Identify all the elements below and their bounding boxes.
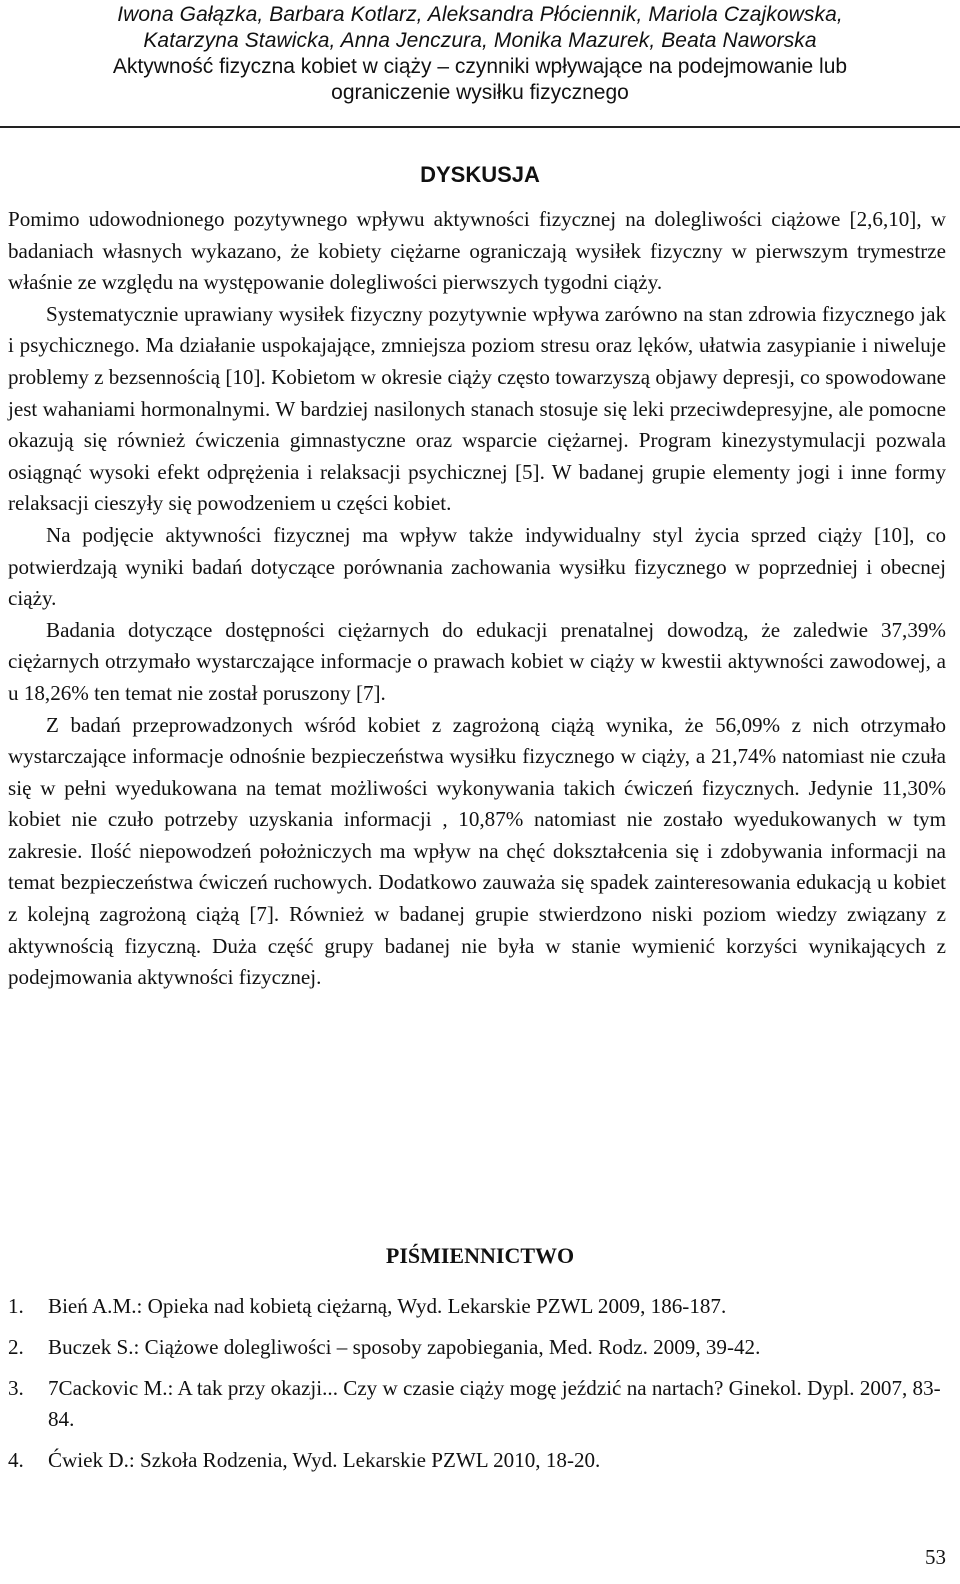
reference-number: 1. <box>8 1294 24 1318</box>
header-authors-line-2: Katarzyna Stawicka, Anna Jenczura, Monika Mazurek, Beata Naworska <box>143 29 817 52</box>
reference-item <box>8 1291 946 1322</box>
reference-item <box>8 1373 946 1435</box>
reference-text: Ćwiek D.: Szkoła Rodzenia, Wyd. Lekarskie PZWL 2010, 18-20. <box>48 1448 601 1472</box>
reference-number: 4. <box>8 1448 24 1472</box>
header-title-line-2: ograniczenie wysiłku fizycznego <box>331 81 629 104</box>
header-rule <box>0 126 960 128</box>
discussion-paragraph-5: Z badań przeprowadzonych wśród kobiet z zagrożoną ciążą wynika, że 56,09% z nich otrzymało wystarczające informacje odnośnie bezpieczeństwa wysiłku fizycznego w ciąży, a 21,74% natomiast nie czuła się w pełni wyedukowana na temat możliwości wykonywania takich ćwiczeń fizycznych. Jedynie 11,30% kobiet nie czuło potrzeby uzyskania informacji , 10,87% natomiast nie zostało wyedukowanych w tym zakresie. Ilość niepowodzeń położniczych ma wpływ na chęć dokształcenia się i zdobywania informacji na temat bezpieczeństwa ćwiczeń ruchowych. Dodatkowo zauważa się spadek zainteresowania edukacją u kobiet z kolejną zagrożoną ciążą [7]. Również w badanej grupie stwierdzono niski poziom wiedzy związany z aktywnością fizyczną. Duża część grupy badanej nie była w stanie wymienić korzyści wynikających z podejmowania aktywności fizycznej. <box>8 712 946 990</box>
reference-text: Buczek S.: Ciążowe dolegliwości – sposoby zapobiegania, Med. Rodz. 2009, 39-42. <box>48 1335 761 1359</box>
page-number: 53 <box>925 1545 946 1569</box>
discussion-heading: DYSKUSJA <box>420 162 540 187</box>
reference-number: 2. <box>8 1335 24 1359</box>
reference-item <box>8 1332 946 1363</box>
reference-text: 7Cackovic M.: A tak przy okazji... Czy w czasie ciąży mogę jeździć na nartach? Ginekol. Dypl. 2007, 83-84. <box>48 1376 941 1431</box>
references-heading: PIŚMIENNICTWO <box>385 1243 575 1268</box>
discussion-body <box>8 204 946 994</box>
reference-number: 3. <box>8 1376 24 1400</box>
header-title-line-1: Aktywność fizyczna kobiet w ciąży – czynniki wpływające na podejmowanie lub <box>112 55 848 78</box>
reference-item <box>8 1445 946 1476</box>
running-header <box>0 2 960 106</box>
discussion-paragraph-4: Badania dotyczące dostępności ciężarnych do edukacji prenatalnej dowodzą, że zaledwie 37,39% ciężarnych otrzymało wystarczające informacje o prawach kobiet w ciąży w kwestii aktywności zawodowej, a u 18,26% ten temat nie został poruszony [7]. <box>8 617 946 705</box>
reference-text: Bień A.M.: Opieka nad kobietą ciężarną, Wyd. Lekarskie PZWL 2009, 186-187. <box>48 1294 727 1318</box>
discussion-paragraph-3: Na podjęcie aktywności fizycznej ma wpływ także indywidualny styl życia sprzed ciąży [10], co potwierdzają wyniki badań dotyczące porównania zachowania wysiłku fizycznego w poprzedniej i obecnej ciąży. <box>8 522 946 611</box>
header-authors-line-1: Iwona Gałązka, Barbara Kotlarz, Aleksandra Płóciennik, Mariola Czajkowska, <box>117 3 843 26</box>
discussion-paragraph-1: Pomimo udowodnionego pozytywnego wpływu aktywności fizycznej na dolegliwości ciążowe [2,6,10], w badaniach własnych wykazano, że kobiety ciężarne ograniczają wysiłek fizyczny w pierwszym trymestrze właśnie ze względu na występowanie dolegliwości pierwszych tygodni ciąży. <box>8 207 946 295</box>
discussion-paragraph-2: Systematycznie uprawiany wysiłek fizyczny pozytywnie wpływa zarówno na stan zdrowia fizycznego jak i psychicznego. Ma działanie uspokajające, zmniejsza poziom stresu oraz lęków, ułatwia zasypianie i niweluje problemy z bezsennością [10]. Kobietom w okresie ciąży często towarzyszą objawy depresji, co spowodowane jest wahaniami hormonalnymi. W bardziej nasilonych stanach stosuje się leki przeciwdepresyjne, ale pomocne okazują się również ćwiczenia gimnastyczne oraz wsparcie ciężarnej. Program kinezystymulacji pozwala osiągnąć wysoki efekt odprężenia i relaksacji psychicznej [5]. W badanej grupie elementy jogi i inne formy relaksacji cieszyły się powodzeniem u części kobiet. <box>8 301 946 516</box>
references-list <box>8 1291 946 1486</box>
